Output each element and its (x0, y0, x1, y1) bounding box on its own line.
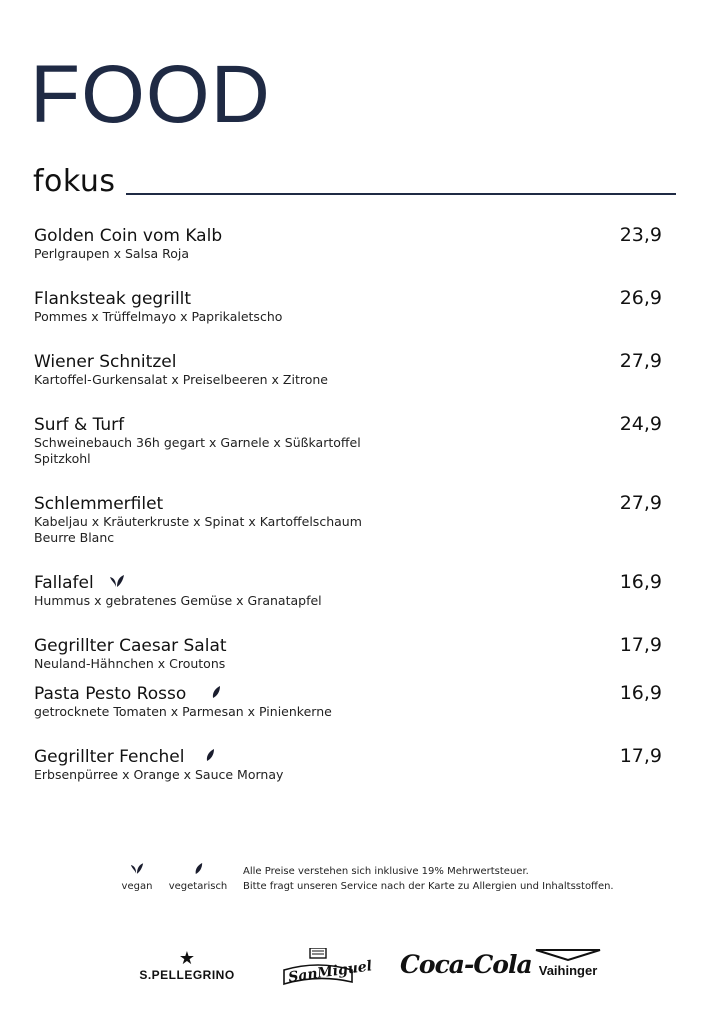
vegetarian-leaf-icon (193, 862, 204, 875)
item-description: getrocknete Tomaten x Parmesan x Pinienkerne (34, 704, 332, 719)
page-title: FOOD (30, 49, 271, 140)
item-name: Pasta Pesto Rosso (34, 684, 187, 704)
item-price: 17,9 (619, 745, 662, 767)
sanmiguel-logo: SanMiguel (282, 948, 354, 992)
section-header (33, 160, 676, 200)
menu-item (34, 415, 664, 467)
sponsor-logos (0, 940, 724, 1000)
vegan-leaf-icon (130, 862, 144, 875)
menu-item (34, 494, 664, 546)
section-title: fokus (33, 164, 116, 199)
pellegrino-logo: ★ S.PELLEGRINO (135, 950, 239, 982)
menu-item (34, 289, 664, 325)
item-name: Wiener Schnitzel (34, 352, 177, 372)
item-name-row (34, 747, 664, 767)
item-description: Perlgraupen x Salsa Roja (34, 246, 190, 261)
vaihinger-logo: Vaihinger (535, 946, 601, 978)
item-description: Spitzkohl (34, 451, 91, 466)
menu-item (34, 226, 664, 262)
item-description: Pommes x Trüffelmayo x Paprikaletscho (34, 309, 283, 324)
item-price: 16,9 (619, 571, 662, 593)
price-notice (243, 864, 614, 894)
item-name: Gegrillter Fenchel (34, 747, 185, 767)
item-price: 17,9 (619, 634, 662, 656)
item-description: Schweinebauch 36h gegart x Garnele x Süßkartoffel (34, 435, 361, 450)
item-price: 26,9 (619, 287, 662, 309)
notice-line: Alle Preise verstehen sich inklusive 19% Mehrwertsteuer. (243, 866, 529, 877)
menu-item (34, 352, 664, 388)
legend-vegan (107, 860, 167, 892)
menu-item (34, 747, 664, 783)
item-description: Kartoffel-Gurkensalat x Preiselbeeren x Zitrone (34, 372, 328, 387)
vegan-leaf-icon (109, 573, 125, 593)
legend-vegetarian (168, 860, 228, 892)
item-name: Golden Coin vom Kalb (34, 226, 223, 246)
notice-line: Bitte fragt unseren Service nach der Karte zu Allergien und Inhaltsstoffen. (243, 881, 614, 892)
menu-item (34, 636, 664, 672)
item-price: 23,9 (619, 224, 662, 246)
item-name: Gegrillter Caesar Salat (34, 636, 227, 656)
item-description: Kabeljau x Kräuterkruste x Spinat x Kartoffelschaum (34, 514, 362, 529)
vegetarian-leaf-icon (210, 684, 222, 704)
item-name: Surf & Turf (34, 415, 125, 435)
legend-label: vegetarisch (168, 881, 228, 892)
star-icon: ★ (178, 948, 196, 969)
vaihinger-chevron-icon (535, 949, 601, 961)
item-name: Schlemmerfilet (34, 494, 164, 514)
item-price: 16,9 (619, 682, 662, 704)
item-description: Neuland-Hähnchen x Croutons (34, 656, 226, 671)
item-name: Fallafel (34, 573, 94, 593)
menu-item (34, 573, 664, 609)
item-name: Flanksteak gegrillt (34, 289, 192, 309)
item-price: 24,9 (619, 413, 662, 435)
item-description: Erbsenpürree x Orange x Sauce Mornay (34, 767, 284, 782)
legend-label: vegan (121, 881, 153, 892)
menu-item (34, 684, 664, 720)
item-name-row (34, 684, 664, 704)
cocacola-logo: Coca-Cola (400, 950, 532, 979)
item-description: Hummus x gebratenes Gemüse x Granatapfel (34, 593, 322, 608)
item-description: Beurre Blanc (34, 530, 115, 545)
item-name-row (34, 573, 664, 593)
item-price: 27,9 (619, 350, 662, 372)
item-price: 27,9 (619, 492, 662, 514)
section-divider (126, 193, 676, 195)
vegetarian-leaf-icon (204, 747, 216, 767)
